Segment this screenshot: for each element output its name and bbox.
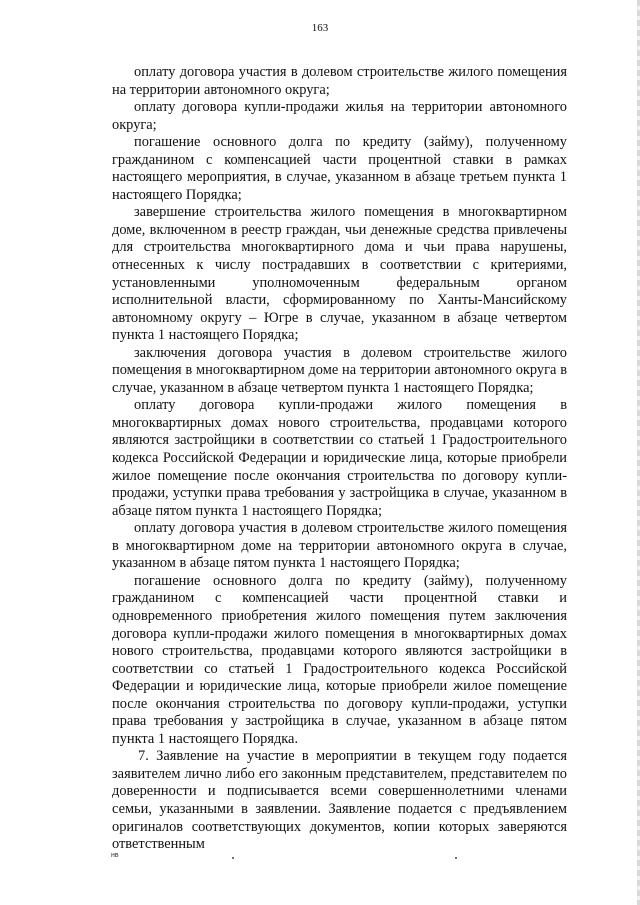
paragraph-5: заключения договора участия в долевом строительстве жилого помещения в многоквартирном доме на территории автономного округа в случае, указанном в абзаце четвертом пункта 1 настоящего Порядка; <box>112 344 567 396</box>
page-number: 163 <box>311 22 329 34</box>
paragraph-7: оплату договора участия в долевом строительстве жилого помещения в многоквартирном доме на территории автономного округа в случае, указанном в абзаце пятом пункта 1 настоящего Порядка; <box>112 520 567 572</box>
paragraph-9: 7. Заявление на участие в мероприятии в текущем году подается заявителем лично либо его законным представителем, представителем по доверенности и подписывается всеми совершеннолетними членами семьи, указанными в заявлении. Заявление подается с предъявлением оригиналов соответствующих документов, копии которых заверяются ответственным <box>112 748 567 853</box>
scan-speck <box>455 857 457 859</box>
scan-speck <box>232 857 234 859</box>
paragraph-8: погашение основного долга по кредиту (займу), полученному гражданином с компенсацией части процентной ставки и одновременного приобретения жилого помещения путем заключения договора купли-продажи жилого помещения в многоквартирных домах нового строительства, продавцами которого являются застройщики в соответствии со статьей 1 Градостроительного кодекса Российской Федерации и юридические лица, которые приобрели жилое помещение после окончания строительства по договору купли-продажи, уступки права требования у застройщика в случае, указанном в абзаце пятом пункта 1 настоящего Порядка. <box>112 572 567 747</box>
document-body <box>112 64 567 854</box>
paragraph-2: оплату договора купли-продажи жилья на территории автономного округа; <box>112 99 567 133</box>
paragraph-4: завершение строительства жилого помещения в многоквартирном доме, включенном в реестр граждан, чьи денежные средства привлечены для строительства многоквартирного дома и чьи права нарушены, отнесенных к числу пострадавших в соответствии с критериями, установленными уполномоченным федеральным органом исполнительной власти, сформированному по Ханты-Мансийскому автономному округу – Югре в случае, указанном в абзаце четвертом пункта 1 настоящего Порядка; <box>112 204 567 344</box>
paragraph-3: погашение основного долга по кредиту (займу), полученному гражданином с компенсацией части процентной ставки в рамках настоящего мероприятия, в случае, указанном в абзаце третьем пункта 1 настоящего Порядка; <box>112 134 567 203</box>
paragraph-1: оплату договора участия в долевом строительстве жилого помещения на территории автономного округа; <box>112 64 567 98</box>
paragraph-6: оплату договора купли-продажи жилого помещения в многоквартирных домах нового строительства, продавцами которого являются застройщики в соответствии со статьей 1 Градостроительного кодекса Российской Федерации и юридические лица, которые приобрели жилое помещение после окончания строительства по договору купли-продажи, уступки права требования у застройщика в случае, указанном в абзаце пятом пункта 1 настоящего Порядка; <box>112 397 567 519</box>
footer-initials: нв <box>111 852 119 859</box>
